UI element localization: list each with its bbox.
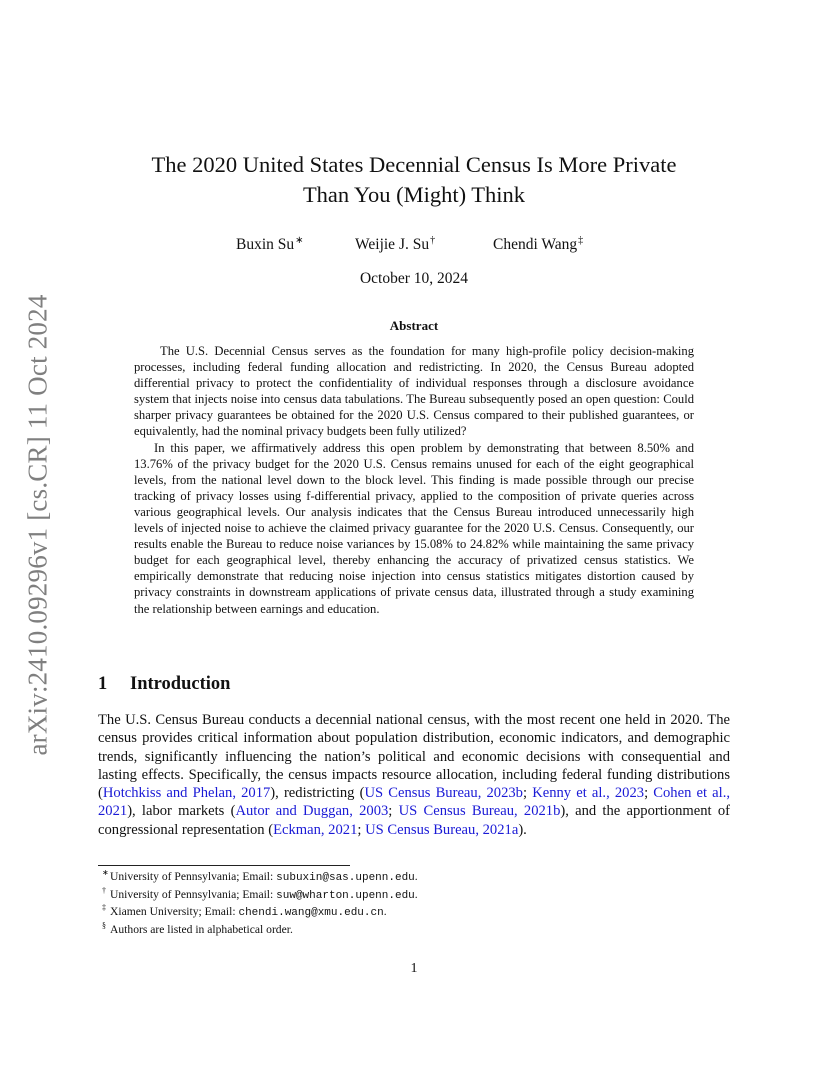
footnote-mark: ‡ <box>102 903 106 912</box>
intro-paragraph <box>98 711 730 839</box>
footnote-mark: § <box>102 920 106 930</box>
footnote-email: subuxin@sas.upenn.edu <box>276 872 415 884</box>
abstract-paragraph-2: In this paper, we affirmatively address this open problem by demonstrating that between 8.50% and 13.76% of the privacy budget for the 2020 U.S. Census remains unused for each of the eight geographical levels, from the national level down to the block level. This finding is made possible through our precise tracking of privacy losses using f-differential privacy, applied to the composition of private queries across various geographical levels. Our analysis indicates that the Census Bureau introduced unnecessarily high levels of injected noise to achieve the claimed privacy guarantee for the 2020 U.S. Census. Consequently, our results enable the Bureau to reduce noise variances by 15.08% to 24.82% while maintaining the same privacy budget for each geographical level, thereby enhancing the accuracy of privatized census statistics. We empirically demonstrate that reducing noise injection into census statistics mitigates distortion caused by privacy constraints in downstream applications of private census data, illustrated through a study examining the relationship between earnings and education. <box>134 440 694 616</box>
author-3 <box>493 236 583 254</box>
citation-link[interactable]: Eckman, 2021 <box>273 821 358 838</box>
author-name: Weijie J. Su <box>355 236 430 253</box>
intro-text: ), and the apportionment of congressional representation ( <box>98 803 730 838</box>
citation-link[interactable]: Hotchkiss and Phelan, 2017 <box>102 785 271 802</box>
arxiv-stamp-text: arXiv:2410.09296v1 [cs.CR] 11 Oct 2024 <box>22 294 53 756</box>
paper-title <box>100 150 728 210</box>
footnote-email: suw@wharton.upenn.edu <box>276 889 415 902</box>
intro-text: ; <box>522 785 533 802</box>
intro-text: ; <box>644 785 654 802</box>
footnote-mark: ∗ <box>102 868 109 877</box>
intro-text: ), redistricting ( <box>270 785 365 802</box>
footnote-text: University of Pennsylvania; Email: <box>110 887 277 901</box>
section-title: Introduction <box>130 674 231 694</box>
author-2 <box>355 236 435 254</box>
footnote-end: . <box>383 905 387 918</box>
publication-date: October 10, 2024 <box>359 270 469 287</box>
abstract-body <box>134 343 694 617</box>
footnote-text: Xiamen University; Email: <box>110 905 239 918</box>
footnote-mark: † <box>102 885 106 895</box>
author-1 <box>236 236 304 254</box>
author-list <box>0 236 828 258</box>
author-name: Chendi Wang <box>493 236 578 253</box>
intro-text: ), labor markets ( <box>127 803 236 820</box>
citation-link[interactable]: US Census Bureau, 2021b <box>398 803 561 820</box>
author-footnote-mark: ∗ <box>295 234 304 246</box>
intro-text: ; <box>357 821 366 838</box>
citation-link[interactable]: Cohen et al., 2021 <box>98 785 731 820</box>
abstract-heading: Abstract <box>389 318 439 333</box>
abstract-paragraph-1: The U.S. Decennial Census serves as the foundation for many high-profile policy decision-making processes, including federal funding allocation and redistricting. In 2020, the Census Bureau adopted differential privacy to protect the confidentiality of individual responses through a disclosure avoidance system that injects noise into census data tabulations. The Bureau subsequently posed an open question: Could sharper privacy guarantees be obtained for the 2020 U.S. Census compared to their published guarantees, or equivalently, had the nominal privacy budgets been fully utilized? <box>134 344 694 439</box>
title-line-2: Than You (Might) Think <box>302 182 526 207</box>
citation-link[interactable]: US Census Bureau, 2023b <box>364 785 523 802</box>
footnote-end: . <box>414 870 418 883</box>
section-heading <box>98 674 230 695</box>
intro-text: ). <box>518 821 527 838</box>
footnote-text: University of Pennsylvania; Email: <box>110 870 277 883</box>
footnote-3 <box>102 903 418 922</box>
intro-text: ; <box>388 803 399 820</box>
author-name: Buxin Su <box>236 236 295 253</box>
footnote-1 <box>102 868 418 887</box>
page-number: 1 <box>410 961 418 976</box>
title-line-1: The 2020 United States Decennial Census Is More Private <box>151 152 677 177</box>
section-number: 1 <box>98 674 108 694</box>
footnotes <box>102 868 418 939</box>
footnote-text: Authors are listed in alphabetical order. <box>110 922 293 936</box>
footnote-divider <box>98 865 350 866</box>
footnote-end: . <box>414 887 418 901</box>
author-footnote-mark: † <box>430 234 436 246</box>
citation-link[interactable]: Autor and Duggan, 2003 <box>235 803 389 820</box>
citation-link[interactable]: Kenny et al., 2023 <box>532 785 645 802</box>
footnote-email: chendi.wang@xmu.edu.cn <box>238 907 384 919</box>
footnote-2 <box>102 885 418 905</box>
citation-link[interactable]: US Census Bureau, 2021a <box>365 821 519 838</box>
author-footnote-mark: ‡ <box>578 234 584 246</box>
intro-text: The U.S. Census Bureau conducts a decennial national census, with the most recent one held in 2020. The census provides critical information about population distribution, economic indicators, and demographic trends, significantly influencing the nation’s political and economic decisions with consequential and lasting effects. Specifically, the census impacts resource allocation, including federal funding distributions ( <box>98 712 730 802</box>
footnote-4 <box>102 920 418 940</box>
